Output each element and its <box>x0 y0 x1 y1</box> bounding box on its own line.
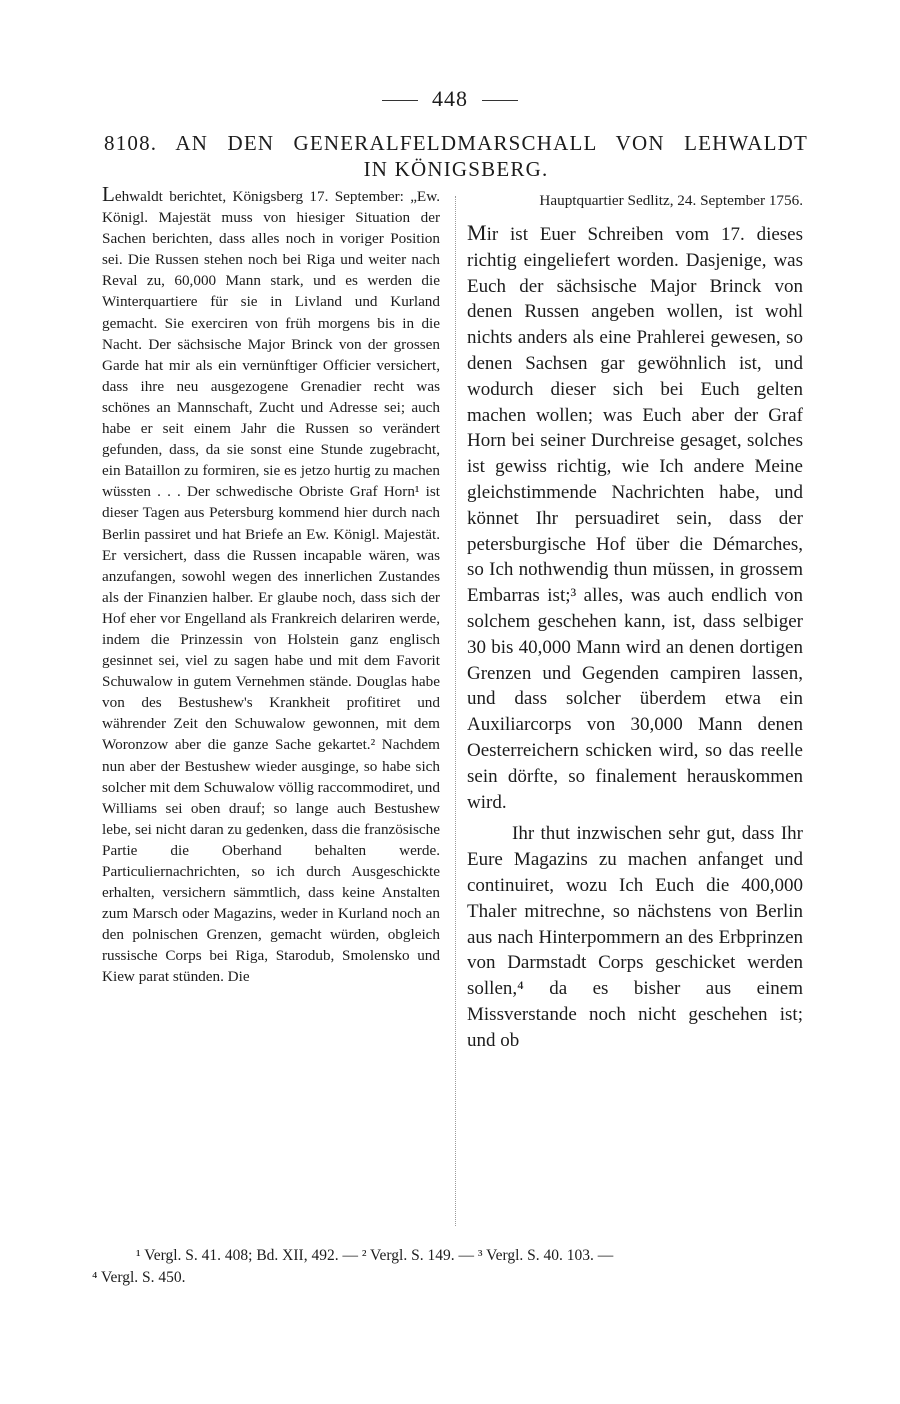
footnote-line-2: ⁴ Vergl. S. 450. <box>92 1269 186 1286</box>
letter-initial: M <box>467 220 487 245</box>
title-line-2: IN KÖNIGSBERG. <box>363 157 549 181</box>
letter-paragraph-2: Ihr thut inzwischen sehr gut, dass Ihr Eure Magazins zu machen anfanget und continuiret, wozu Ich Euch die 400,000 Thaler mitrechne, so nächstens von Berlin aus nach Hinterpommern an des Erbprinzen von Darmstadt Corps geschicket werden sollen,⁴ da es bisher aus einem Missverstande noch nicht geschehen ist; und ob <box>467 823 803 1051</box>
left-column-text: ehwaldt berichtet, Königsberg 17. September: „Ew. Königl. Majestät muss von hiesiger Situation der Sachen berichten, dass alles noch in voriger Position sei. Die Russen stehen noch bei Riga und weiter nach Reval zu, 60,000 Mann stark, und es werden die Winterquartiere für sie in Livland und Kurland gemacht. Sie exerciren von früh morgens bis in die Nacht. Der sächsische Major Brinck von der grossen Garde hat mir als ein vernünftiger Officier versichert, dass ihre neu ausgezogene Grenadier recht was schönes an Mannschaft, Zucht und Adresse sei; auch habe er seit einem Jahr die Russen so verändert gefunden, dass, da sie sonst eine Stunde zugebracht, ein Bataillon zu formiren, sie es jetzo hurtig zu machen wüssten . . . Der schwedische Obriste Graf Horn¹ ist dieser Tagen aus Petersburg kommend hier durch nach Berlin passiret und hat Briefe an Ew. Königl. Majestät. Er versichert, dass die Russen incapable wären, was anzufangen, sowohl wegen des innerlichen Zustandes als der Finanzien halber. Er glaube noch, dass sich der Hof eher vor Engelland als Frankreich delariren werde, indem die Prinzessin von Holstein ganz englisch gesinnet sei, viel zu sagen habe und mit dem Favorit Schuwalow in gutem Vernehmen stände. Douglas habe von des Bestushew's Krankheit profitiret und währender Zeit den Schuwalow gewonnen, mit dem Woronzow aber die ganze Sache gekartet.² Nachdem nun aber der Bestushew wieder ausginge, so habe sich solcher mit dem Schuwalow völlig raccommodiret, und Williams sei oben drauf; so lange auch Bestushew lebe, sei nicht daran zu gedenken, dass die französische Partie die Oberhand behalten werde. Particuliernachrichten, so ich durch Ausgeschickte erhalten, versichern sämmtlich, dass keine Anstalten zum Marsch oder Magazins, weder in Kurland noch an den polnischen Grenzen, gemacht würden, obgleich russische Corps bei Riga, Starodub, Smolensko und Kiew parat stünden. Die <box>102 188 440 986</box>
footnotes <box>92 1245 808 1289</box>
right-column-letter <box>467 190 803 1054</box>
column-divider <box>455 196 456 1226</box>
page-number-line <box>0 86 900 112</box>
dash-right <box>482 100 518 101</box>
left-initial: L <box>102 182 115 206</box>
footnote-line-1: ¹ Vergl. S. 41. 408; Bd. XII, 492. — ² Vergl. S. 149. — ³ Vergl. S. 40. 103. — <box>136 1247 614 1264</box>
left-column-report <box>102 184 440 988</box>
dash-left <box>382 100 418 101</box>
document-title <box>104 130 808 182</box>
letter-location-date: Hauptquartier Sedlitz, 24. September 1756. <box>539 192 803 209</box>
letter-paragraph-1-text: ir ist Euer Schreiben vom 17. dieses richtig eingeliefert worden. Dasjenige, was Euch der sächsische Major Brinck von denen Russen angeben wollen, ist wohl nichts anders als eine Prahlerei gewesen, so denen Sachsen gar gewöhnlich ist, und wodurch dieser sich bei Euch gelten machen wollen; was Euch aber der Graf Horn bei seiner Durchreise gesaget, solches ist gewiss richtig, wie Ich andere Meine gleichstimmende Nachrichten habe, und könnet Ihr persuadiret sein, dass der petersburgische Hof über die Démarches, so Ich nothwendig thun müssen, in grossem Embarras ist;³ alles, was auch endlich von solchem geschehen kann, ist, dass selbiger 30 bis 40,000 Mann wird an denen dortigen Grenzen und Gegenden campiren lassen, und dass solcher überdem etwa ein Auxiliarcorps von 30,000 Mann denen Oesterreichern schicken wird, so das reelle sein dörfte, so finalement herauskommen wird. <box>467 224 803 813</box>
title-line-1: 8108. AN DEN GENERALFELDMARSCHALL VON LEHWALDT <box>104 131 808 155</box>
letter-paragraph-1 <box>467 220 803 815</box>
page-number: 448 <box>432 86 468 111</box>
letter-body <box>467 220 803 1054</box>
